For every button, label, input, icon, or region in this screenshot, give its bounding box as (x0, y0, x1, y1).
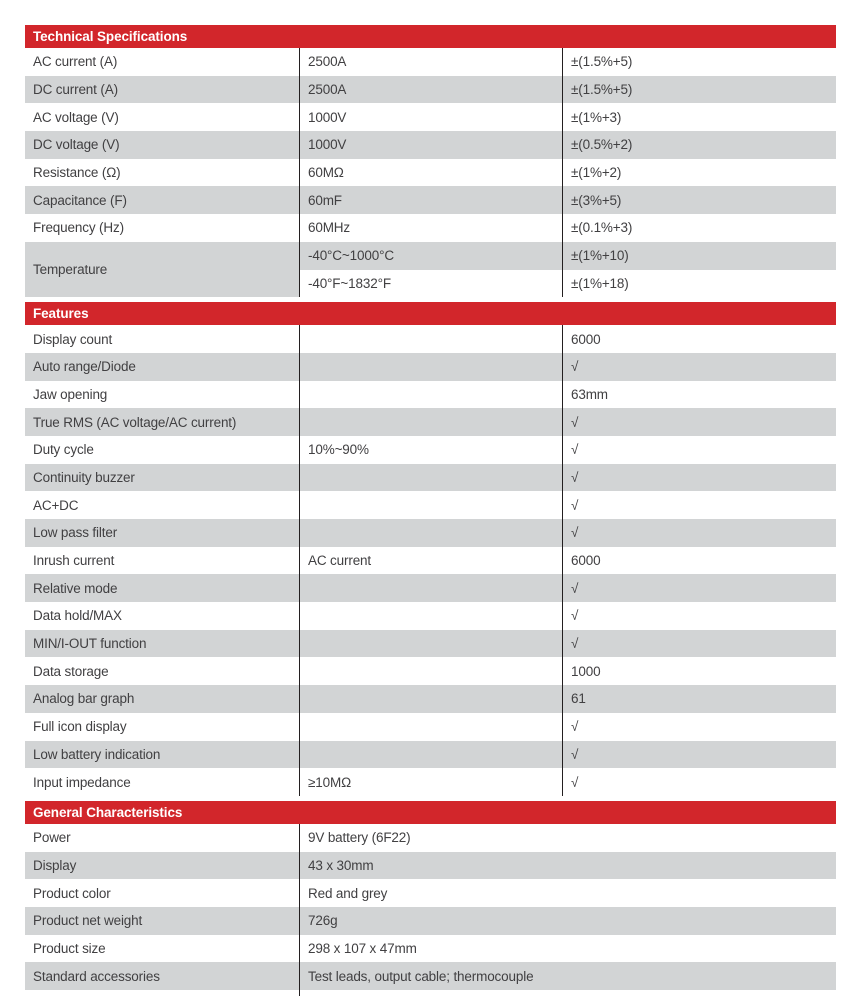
spec-accuracy: ±(3%+5) (562, 186, 836, 214)
table-row (25, 741, 836, 769)
table-subrow (299, 242, 836, 270)
table-row (25, 574, 836, 602)
feature-detail (299, 741, 562, 769)
table-row (25, 408, 836, 436)
spec-label: Resistance (Ω) (33, 165, 121, 181)
feature-label: Full icon display (33, 719, 127, 735)
general-value: 9V battery (6F22) (299, 824, 836, 852)
table-row (25, 103, 836, 131)
feature-value: √ (562, 436, 836, 464)
feature-value: 61 (562, 685, 836, 713)
table-row (25, 491, 836, 519)
table-row (25, 824, 836, 852)
table-row (25, 657, 836, 685)
table-row (25, 768, 836, 796)
feature-label: Auto range/Diode (33, 359, 136, 375)
feature-detail: 10%~90% (299, 436, 562, 464)
feature-label: Low battery indication (33, 746, 161, 762)
feature-value: √ (562, 519, 836, 547)
spec-accuracy: ±(1%+18) (562, 270, 836, 298)
feature-detail (299, 408, 562, 436)
spec-accuracy: ±(1.5%+5) (562, 76, 836, 104)
spec-range: 1000V (299, 131, 562, 159)
feature-value: √ (562, 768, 836, 796)
section-technical-specifications (25, 25, 836, 297)
spec-range: 2500A (299, 76, 562, 104)
spec-label: DC current (A) (33, 82, 118, 98)
feature-label: Inrush current (33, 553, 115, 569)
feature-label: MIN/I-OUT function (33, 636, 147, 652)
spec-label: Temperature (25, 242, 299, 297)
section-title: Features (33, 306, 89, 322)
feature-value: 1000 (562, 657, 836, 685)
general-label: Display (33, 857, 77, 873)
column-divider-tail (299, 990, 300, 996)
table-row (25, 519, 836, 547)
table-row (25, 325, 836, 353)
table-row (25, 464, 836, 492)
feature-value: √ (562, 408, 836, 436)
table-row (25, 547, 836, 575)
spec-accuracy: ±(0.5%+2) (562, 131, 836, 159)
feature-detail (299, 519, 562, 547)
general-value: Red and grey (299, 879, 836, 907)
feature-detail (299, 657, 562, 685)
feature-label: AC+DC (33, 497, 79, 513)
table-row (25, 935, 836, 963)
feature-detail: AC current (299, 547, 562, 575)
general-value: 43 x 30mm (299, 852, 836, 880)
table-row (25, 76, 836, 104)
table-row (25, 159, 836, 187)
spec-range: 60mF (299, 186, 562, 214)
feature-detail (299, 602, 562, 630)
spec-accuracy: ±(1%+2) (562, 159, 836, 187)
feature-detail (299, 353, 562, 381)
spec-accuracy: ±(1%+10) (562, 242, 836, 270)
general-label: Power (33, 830, 71, 846)
table-row (25, 353, 836, 381)
spec-range: -40°F~1832°F (299, 270, 562, 298)
table-row (25, 879, 836, 907)
general-label: Product net weight (33, 913, 143, 929)
feature-label: Display count (33, 331, 113, 347)
section-header (25, 302, 836, 325)
table-row (25, 907, 836, 935)
spec-label: DC voltage (V) (33, 137, 120, 153)
table-subrow (299, 270, 836, 298)
spec-accuracy: ±(0.1%+3) (562, 214, 836, 242)
feature-detail (299, 325, 562, 353)
feature-detail (299, 574, 562, 602)
feature-value: √ (562, 464, 836, 492)
feature-label: Analog bar graph (33, 691, 135, 707)
feature-label: Duty cycle (33, 442, 94, 458)
section-header (25, 801, 836, 824)
section-features (25, 302, 836, 796)
feature-value: √ (562, 602, 836, 630)
spec-label: Frequency (Hz) (33, 220, 124, 236)
feature-detail (299, 491, 562, 519)
feature-value: √ (562, 574, 836, 602)
spec-accuracy: ±(1%+3) (562, 103, 836, 131)
feature-value: √ (562, 713, 836, 741)
feature-label: Input impedance (33, 774, 131, 790)
feature-detail (299, 381, 562, 409)
general-value: 298 x 107 x 47mm (299, 935, 836, 963)
feature-label: Relative mode (33, 580, 118, 596)
feature-value: √ (562, 353, 836, 381)
spec-label: AC current (A) (33, 54, 118, 70)
feature-detail (299, 713, 562, 741)
general-value: Test leads, output cable; thermocouple (299, 962, 836, 990)
spec-range: -40°C~1000°C (299, 242, 562, 270)
table-row (25, 852, 836, 880)
spec-range: 60MΩ (299, 159, 562, 187)
feature-value: 6000 (562, 547, 836, 575)
table-row-temperature (25, 242, 836, 297)
general-value: 726g (299, 907, 836, 935)
table-row (25, 630, 836, 658)
section-title: Technical Specifications (33, 29, 188, 44)
feature-label: Jaw opening (33, 386, 108, 402)
table-row (25, 962, 836, 990)
table-row (25, 713, 836, 741)
general-label: Standard accessories (33, 968, 160, 984)
feature-value: √ (562, 630, 836, 658)
table-row (25, 602, 836, 630)
spec-label: Capacitance (F) (33, 192, 127, 208)
feature-label: Continuity buzzer (33, 469, 135, 485)
feature-label: True RMS (AC voltage/AC current) (33, 414, 237, 430)
temperature-subrows (299, 242, 836, 297)
spec-range: 60MHz (299, 214, 562, 242)
table-row (25, 685, 836, 713)
table-row (25, 48, 836, 76)
table-row (25, 186, 836, 214)
section-header (25, 25, 836, 48)
feature-label: Low pass filter (33, 525, 118, 541)
feature-detail (299, 464, 562, 492)
feature-value: √ (562, 491, 836, 519)
spec-range: 2500A (299, 48, 562, 76)
spec-range: 1000V (299, 103, 562, 131)
table-row (25, 436, 836, 464)
table-row (25, 131, 836, 159)
feature-value: 63mm (562, 381, 836, 409)
feature-value: √ (562, 741, 836, 769)
feature-detail (299, 630, 562, 658)
feature-detail: ≥10MΩ (299, 768, 562, 796)
feature-label: Data hold/MAX (33, 608, 122, 624)
general-label: Product color (33, 885, 111, 901)
feature-detail (299, 685, 562, 713)
general-label: Product size (33, 940, 106, 956)
spec-label: AC voltage (V) (33, 109, 119, 125)
feature-label: Data storage (33, 663, 109, 679)
section-title: General Characteristics (33, 804, 183, 820)
spec-accuracy: ±(1.5%+5) (562, 48, 836, 76)
table-row (25, 381, 836, 409)
table-row (25, 214, 836, 242)
feature-value: 6000 (562, 325, 836, 353)
section-general-characteristics (25, 801, 836, 996)
